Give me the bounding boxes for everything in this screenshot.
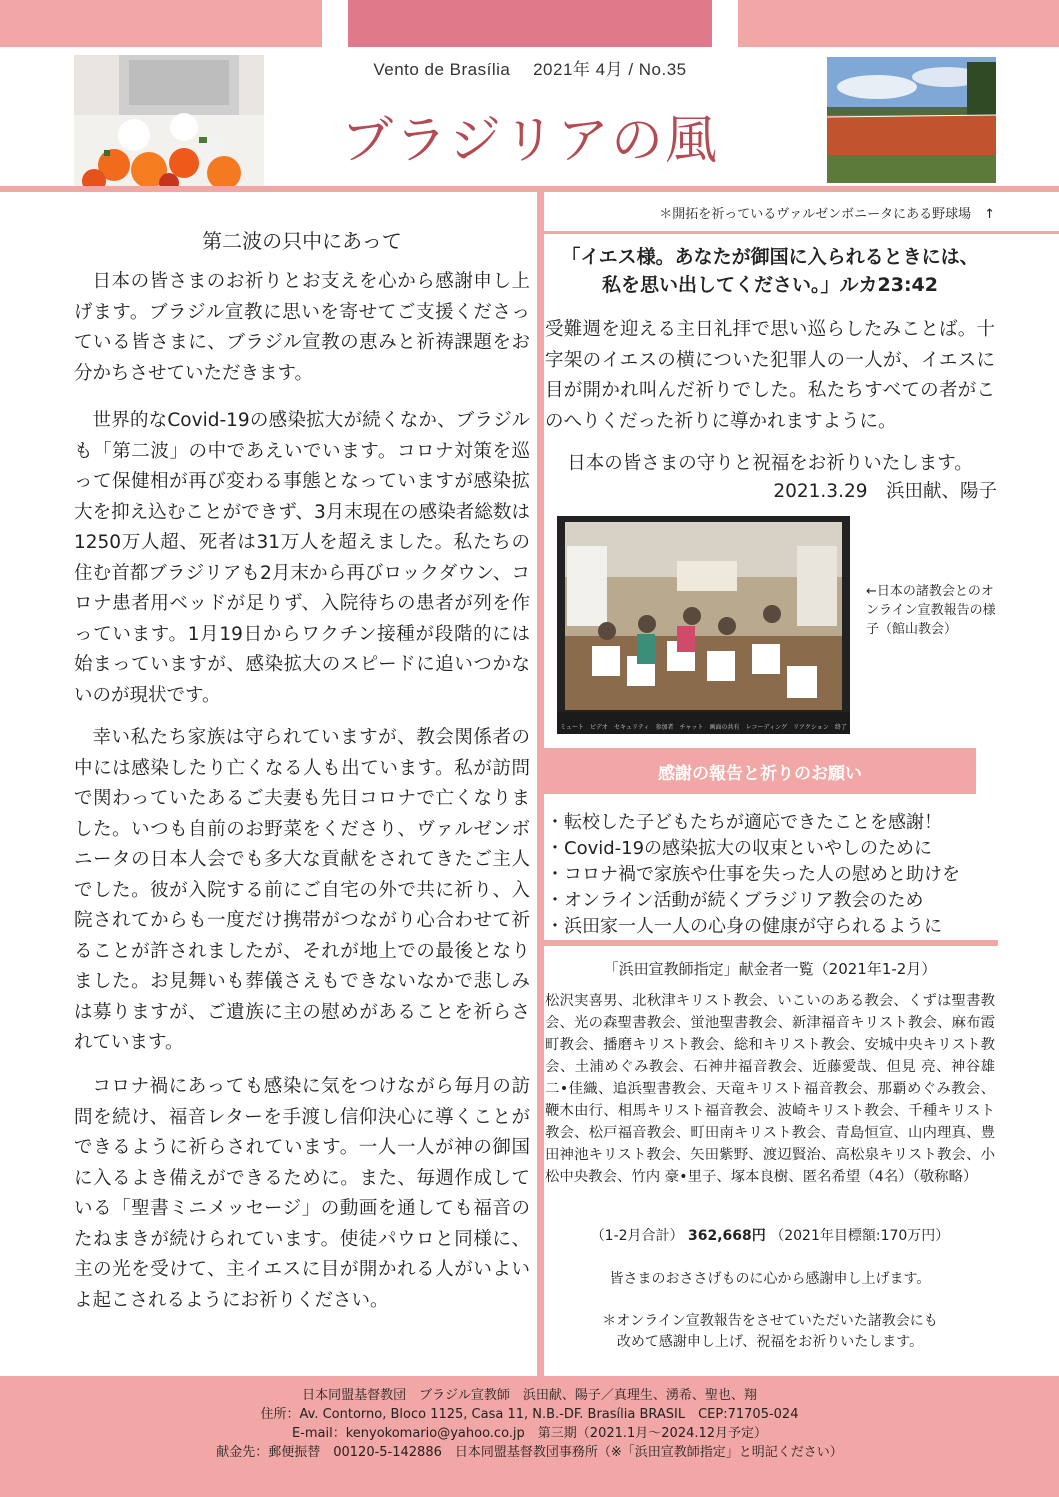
zoom-mute[interactable]: ミュート: [560, 724, 584, 731]
flowers-photo: [74, 55, 264, 186]
zoom-end[interactable]: 終了: [834, 724, 847, 731]
zoom-security[interactable]: セキュリティ: [613, 724, 650, 731]
zoom-reaction[interactable]: リアクション: [793, 724, 829, 731]
online-report-note-1: ＊オンライン宣教報告をさせていただいた諸教会にも: [602, 1313, 938, 1329]
verse-line-2: 私を思い出してください。」ルカ23:42: [602, 274, 938, 296]
prayer-item-3: ・コロナ禍で家族や仕事を失った人の慰めと助けを: [546, 864, 960, 885]
top-band-left: [0, 0, 322, 47]
blessing-text: 日本の皆さまの守りと祝福をお祈りいたします。: [567, 453, 973, 474]
signature-text: 2021.3.29 浜田献、陽子: [773, 481, 997, 502]
field-photo-caption: ＊開拓を祈っているヴァルゼンボニータにある野球場 ↑: [659, 207, 995, 222]
online-meeting-photo: [557, 516, 850, 734]
article-paragraph-2: 世界的なCovid-19の感染拡大が続くなか、ブラジルも「第二波」の中であえいでいます。コロナ対策を巡って保健相が再び変わる事態となっていますが感染拡大を抑え込むことができず、3月末現在の感染者総数は1250万人超、死者は31万人を超えました。私たちの住む首都ブラジリアも2月末から再びロックダウン、コロナ患者用ベッドが足りず、入院待ちの患者が列を作っています。1月19日からワクチン接種が段階的には始まっていますが、感染拡大のスピードに追いつかないのが現状です。: [74, 410, 530, 706]
baseball-field-photo: [827, 57, 996, 183]
prayer-heading: 感謝の報告と祈りのお願い: [658, 764, 862, 784]
prayer-item-1: ・転校した子どもたちが適応できたことを感謝！: [546, 812, 942, 833]
donation-thanks: 皆さまのおささげものに心から感謝申し上げます。: [609, 1271, 931, 1287]
zoom-participants[interactable]: 参加者: [655, 724, 674, 731]
verse-line-1: 「イエス様。あなたが御国に入られるときには、: [561, 246, 979, 268]
right-divider-1: [544, 231, 1059, 234]
prayer-item-5: ・浜田家一人一人の心身の健康が守られるように: [546, 916, 942, 937]
article-paragraph-3: 幸い私たち家族は守られていますが、教会関係者の中には感染したり亡くなる人も出ています。私が訪問で関わっていたあるご夫妻も先日コロナで亡くなりました。いつも自前のお野菜をくださり、ヴァルゼンボニータの日本人会でも多大な貢献をされてきたご主人でした。彼が入院する前にご自宅の外で共に祈り、入院されてからも一度だけ携帯がつながり心合わせて祈ることが許されましたが、それが地上での最後となりました。お見舞いも葬儀さえもできないなかで悲しみは募りますが、ご遺族に主の慰めがあることを祈らされています。: [74, 727, 530, 1053]
yearly-target: （2021年目標額:170万円）: [770, 1228, 950, 1244]
footer-line-1: 日本同盟基督教団 ブラジル宣教師 浜田献、陽子／真理生、湧希、聖也、翔: [302, 1388, 757, 1403]
page-title: ブラジリアの風: [340, 111, 719, 171]
top-band-right: [738, 0, 1059, 47]
footer-line-4: 献金先：郵便振替 00120-5-142886 日本同盟基督教団事務所（※「浜田宣教師指定」と明記ください）: [216, 1445, 843, 1460]
right-divider-2: [544, 940, 998, 946]
article-paragraph-1: 日本の皆さまのお祈りとお支えを心から感謝申し上げます。ブラジル宣教に思いを寄せてご支援くださっている皆さまに、ブラジル宣教の恵みと祈祷課題をお分かちさせていただきます。: [74, 271, 530, 384]
column-divider: [537, 192, 544, 1376]
zoom-video[interactable]: ビデオ: [590, 724, 608, 731]
zoom-record[interactable]: レコーディング: [745, 724, 787, 731]
donors-list: 松沢実喜男、北秋津キリスト教会、いこいのある教会、くずは聖書教会、光の森聖書教会、蛍池聖書教会、新津福音キリスト教会、麻布霞町教会、播磨キリスト教会、総和キリスト教会、安城中央キリスト教会、土浦めぐみ教会、石神井福音教会、近藤愛哉、但見 亮、神谷雄二•佳織、追浜聖書教会、天竜キリスト福音教会、那覇めぐみ教会、鞭木由行、相馬キリスト福音教会、波崎キリスト教会、千種キリスト教会、松戸福音教会、町田南キリスト教会、青島恒宣、山内理真、豊田神池キリスト教会、矢田紫野、渡辺賢治、高松泉キリスト教会、小松中央教会、竹内 豪•里子、塚本良樹、匿名希望（4名）（敬称略）: [545, 993, 995, 1185]
top-band-center: [348, 0, 712, 47]
total-label: （1-2月合計）: [590, 1228, 684, 1244]
zoom-toolbar: [557, 724, 850, 732]
header-divider: [0, 186, 1059, 192]
meeting-photo-caption: ←日本の諸教会とのオンライン宣教報告の様子（館山教会）: [866, 584, 996, 637]
prayer-item-2: ・Covid-19の感染拡大の収束といやしのために: [546, 838, 933, 859]
issue-subtitle: Vento de Brasília 2021年 4月 / No.35: [373, 60, 687, 79]
footer-email[interactable]: E-mail：kenyokomario@yahoo.co.jp 第三期（2021.1月〜2024.12月予定）: [291, 1426, 768, 1441]
total-value: 362,668円: [688, 1228, 766, 1244]
zoom-chat[interactable]: チャット: [679, 724, 704, 731]
donation-total: [545, 1225, 995, 1245]
reflection-text: 受難週を迎える主日礼拝で思い巡らしたみことば。十字架のイエスの横についた犯罪人の一人が、イエスに目が開かれ叫んだ祈りでした。私たちすべての者がこのへりくだった祈りに導かれますように。: [545, 319, 995, 432]
donors-heading: 「浜田宣教師指定」献金者一覧（2021年1-2月）: [603, 960, 937, 978]
online-report-note-2: 改めて感謝申し上げ、祝福をお祈りいたします。: [616, 1334, 924, 1350]
footer: [0, 1376, 1059, 1497]
article-paragraph-4: コロナ禍にあっても感染に気をつけながら毎月の訪問を続け、福音レターを手渡し信仰決心に導くことができるように祈らされています。一人一人が神の御国に入るよき備えができるために。また、毎週作成している「聖書ミニメッセージ」の動画を通しても福音のたねまきが続けられています。使徒パウロと同様に、主の光を受けて、主イエスに目が開かれる人がいよいよ起こされるようにお祈りください。: [74, 1076, 530, 1311]
footer-line-2: 住所：Av. Contorno, Bloco 1125, Casa 11, N.B.-DF. Brasília BRASIL CEP:71705-024: [260, 1407, 799, 1422]
zoom-share[interactable]: 画面の共有: [709, 724, 740, 731]
prayer-item-4: ・オンライン活動が続くブラジリア教会のため: [546, 890, 924, 911]
article-heading: 第二波の只中にあって: [202, 229, 402, 253]
